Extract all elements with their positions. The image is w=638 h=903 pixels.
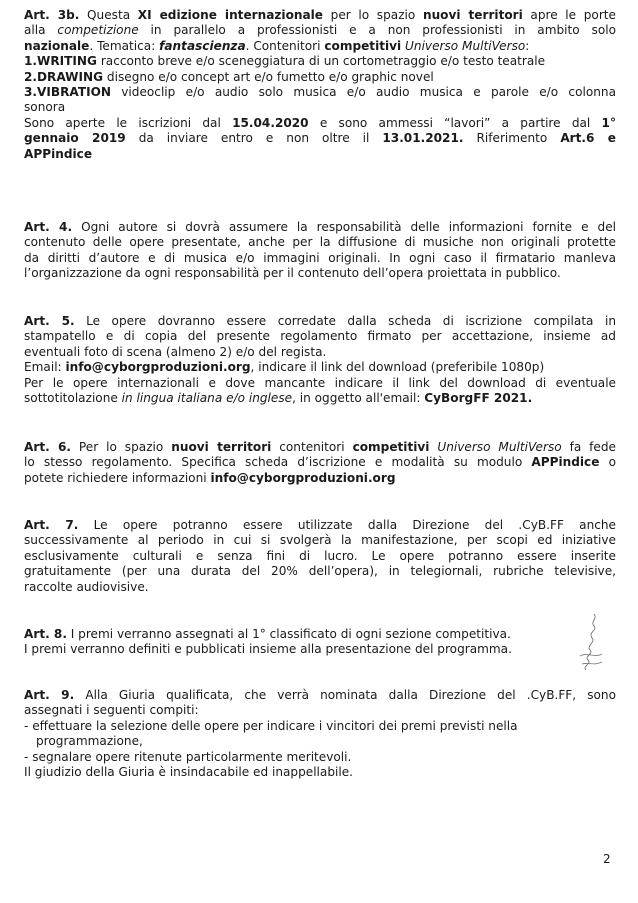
email-address: info@cyborgproduzioni.org [210, 470, 396, 485]
art3b-line-2: alla competizione in parallelo a professionisti e a non professionisti in ambito solo [24, 23, 617, 38]
art3b-line-1: Art. 3b. Questa XI edizione internazionale per lo spazio nuovi territori apre le porte [24, 8, 616, 22]
email-line: Email: info@cyborgproduzioni.org, indicare il link del download (preferibile 1080p) [24, 360, 545, 375]
article-label: Art. 7. [24, 518, 79, 532]
art3b-dates-line-1: Sono aperte le iscrizioni dal 15.04.2020 e sono ammessi “lavori” a partire dal 1° [24, 115, 616, 130]
article-3b [24, 8, 616, 162]
list-item: - effettuare la selezione delle opere per indicare i vincitori dei premi previsti nella [24, 718, 518, 733]
article-4: Art. 4. Ogni autore si dovrà assumere la responsabilità delle informazioni fornite e del contenuto delle opere presentate, anche per la diffusione di musiche non originali protette da diritti d’autore e di musica e/o immagini originali. In ogni caso il firmatario manleva l’organizzazione da ogni responsabilità per il contenuto dell’opera proiettata in pubblico. [24, 220, 617, 281]
list-item-vibration: 3.VIBRATION videoclip e/o audio solo musica e/o audio musica e parole e/o colonna [24, 85, 616, 100]
signature-mark [572, 612, 612, 674]
email-address: info@cyborgproduzioni.org [65, 360, 251, 375]
list-item-vibration-cont: sonora [24, 100, 66, 115]
list-item-cont: programmazione, [36, 734, 143, 749]
list-item-drawing: 2.DRAWING disegno e/o concept art e/o fumetto e/o graphic novel [24, 69, 434, 84]
article-5: Art. 5. Le opere dovranno essere corredate dalla scheda di iscrizione compilata in stampatello e di copia del presente regolamento firmato per accettazione, insieme ad eventuali foto di scena (almeno 2) e/o del regista. Email: info@cyborgproduzioni.org, indicare il link del download (preferibile 1080p) Per le opere internazionali e dove mancante indicare il link del download di eventuale sottotitolazione in lingua italiana e/o inglese, in oggetto all'email: CyBorgFF 2021. [24, 314, 616, 406]
article-label: Art. 3b. [24, 8, 80, 22]
article-6: Art. 6. Per lo spazio nuovi territori contenitori competitivi Universo MultiVerso fa fede lo stesso regolamento. Specifica scheda d’iscrizione e modalità su modulo APPindice o potete richiedere informazioni info@cyborgproduzioni.org [24, 440, 616, 485]
article-label: Art. 8. [24, 627, 67, 641]
list-item: - segnalare opere ritenute particolarmente meritevoli. [24, 749, 352, 764]
page-number: 2 [603, 852, 611, 866]
list-item-writing: 1.WRITING racconto breve e/o sceneggiatura di un cortometraggio e/o testo teatrale [24, 54, 546, 69]
article-9: Art. 9. Alla Giuria qualificata, che verrà nominata dalla Direzione del .CyB.FF, sono assegnati i seguenti compiti: - effettuare la selezione delle opere per indicare i vincitori dei premi previsti nella programmazione, - segnalare opere ritenute particolarmente meritevoli. Il giudizio della Giuria è insindacabile ed inappellabile. [24, 688, 616, 780]
article-label: Art. 9. [24, 688, 75, 702]
art3b-line-3: nazionale. Tematica: fantascienza. Contenitori competitivi Universo MultiVerso: [24, 38, 530, 53]
article-label: Art. 6. [24, 440, 71, 454]
article-8: Art. 8. I premi verranno assegnati al 1° classificato di ogni sezione competitiva. I premi verranno definiti e pubblicati insieme alla presentazione del programma. [24, 627, 512, 657]
art3b-dates-line-3: APPindice [24, 146, 93, 161]
article-label: Art. 5. [24, 314, 75, 328]
article-label: Art. 4. [24, 220, 73, 234]
art3b-dates-line-2: gennaio 2019 da inviare entro e non oltre il 13.01.2021. Riferimento Art.6 e [24, 131, 616, 146]
article-7: Art. 7. Le opere potranno essere utilizzate dalla Direzione del .CyB.FF anche successivamente al periodo in cui si svolgerà la manifestazione, per scopi ed iniziative esclusivamente culturali e senza fini di lucro. Le opere potranno essere inserite gratuitamente (per una durata del 20% dell’opera), in telegiornali, rubriche televisive, raccolte audiovisive. [24, 518, 616, 594]
